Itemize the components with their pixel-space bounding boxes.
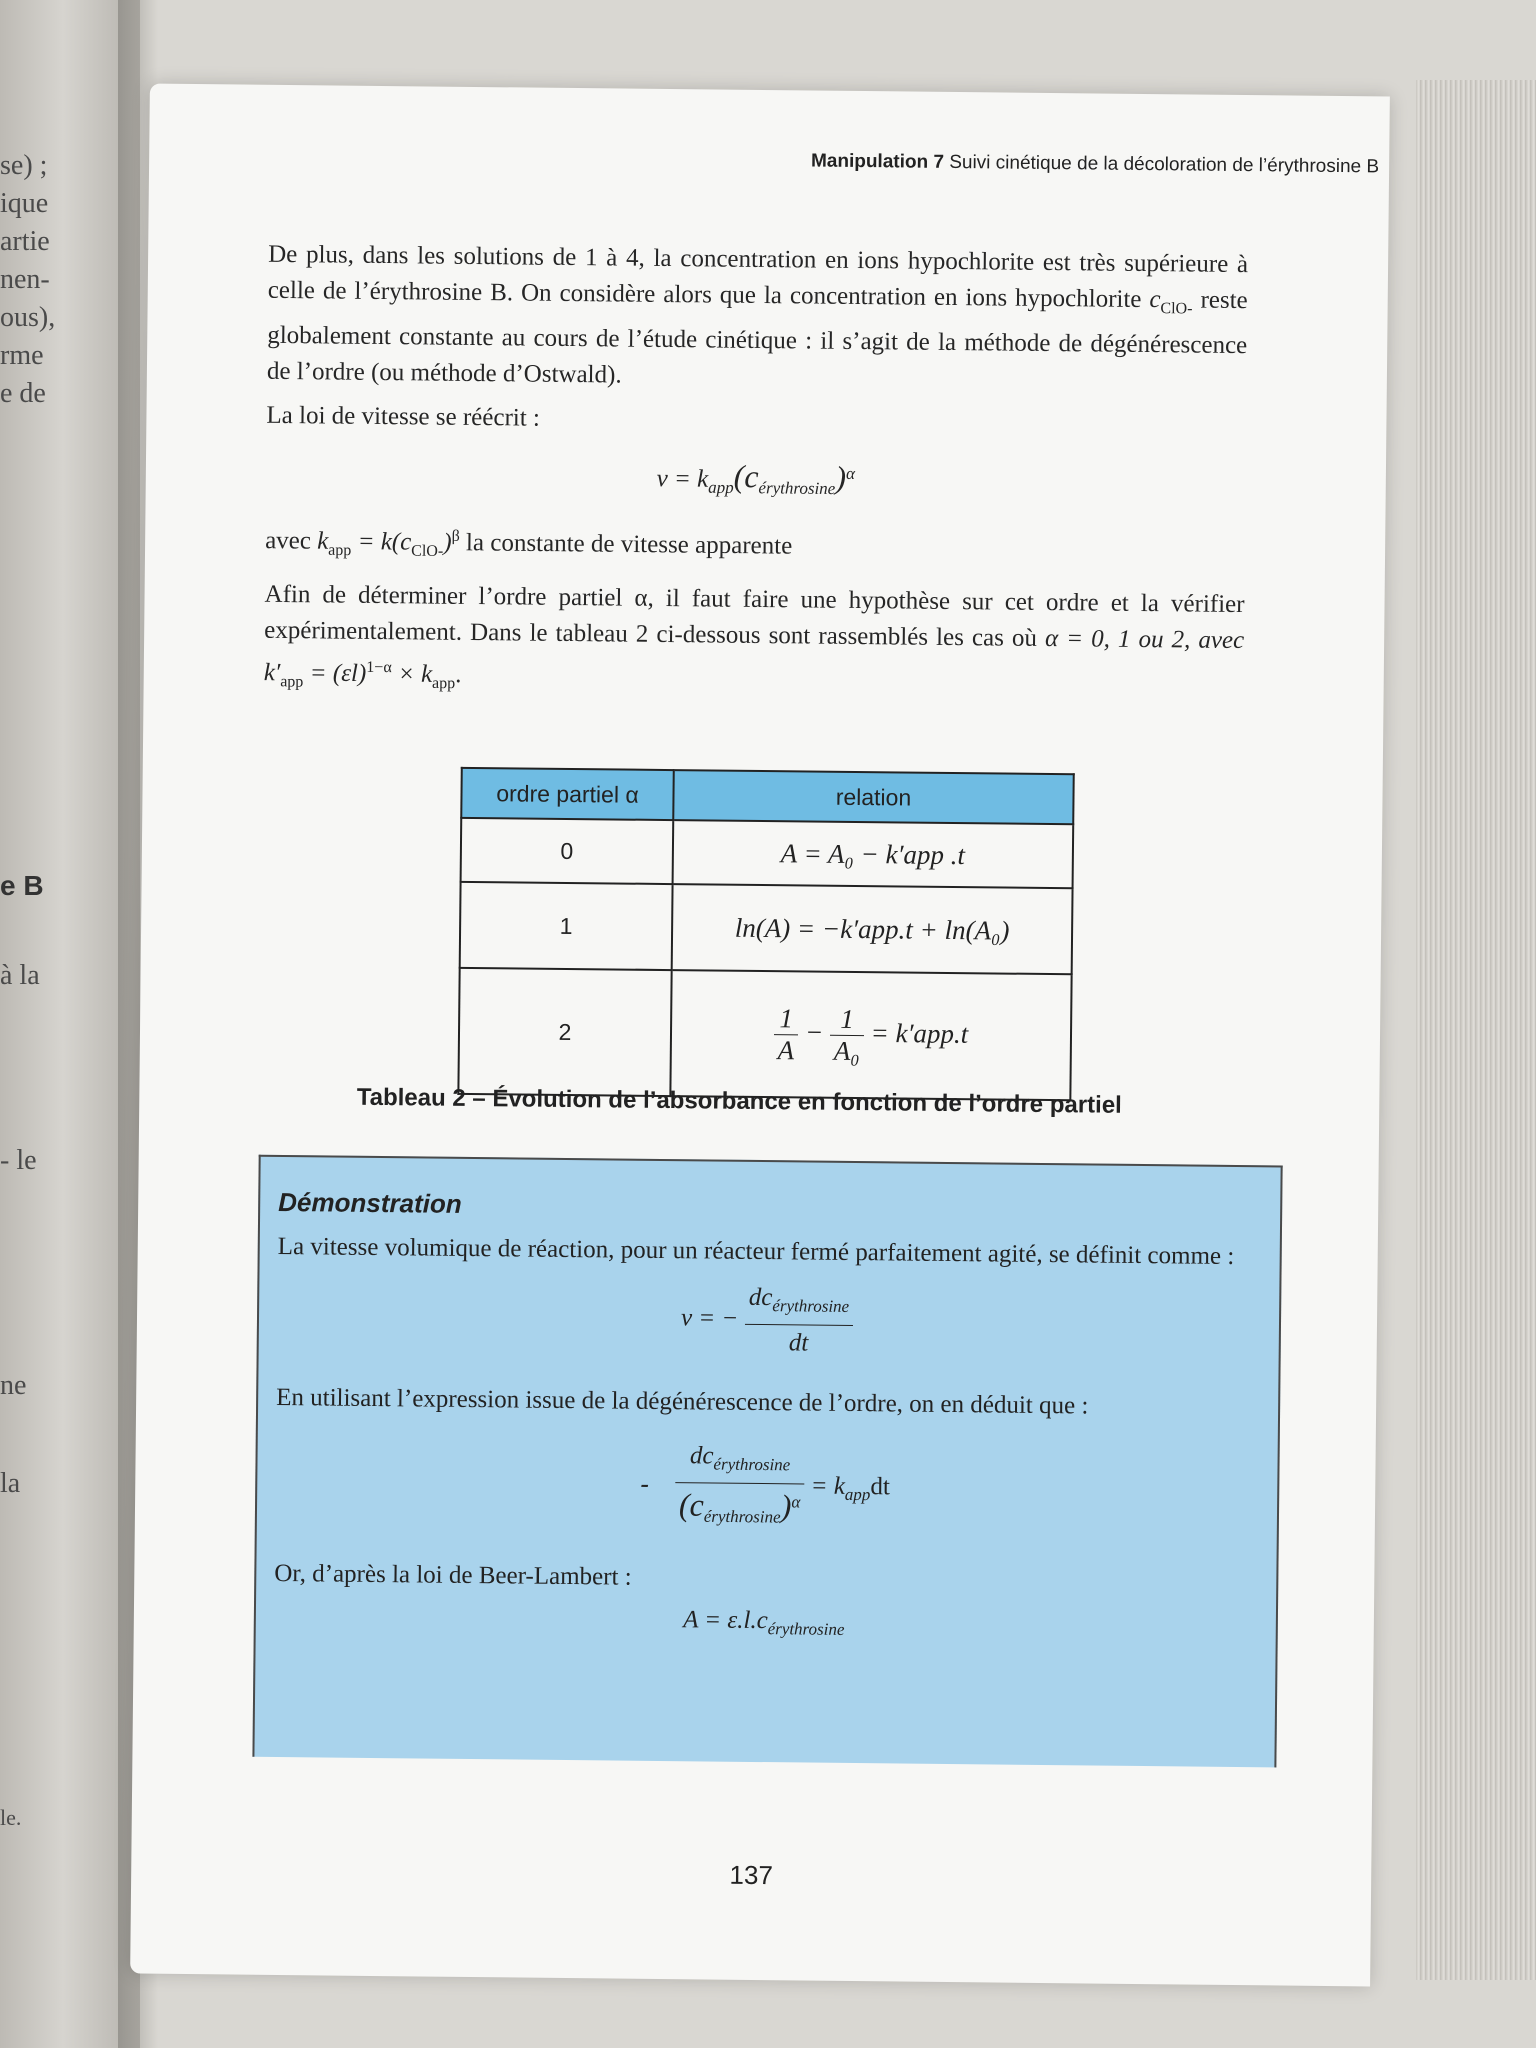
left-fragment: ique — [0, 188, 49, 219]
demo-title: Démonstration — [278, 1186, 462, 1219]
left-fragment: - le — [0, 1145, 37, 1176]
paragraph: avec $k_{app} = k(c_{ClO-})^\beta$ la constante de vitesse apparente — [265, 527, 793, 561]
equation-rate-definition: v = − $\frac{dc_{érythrosine}}{dt}$ — [277, 1275, 1258, 1366]
left-fragment: ous), — [0, 302, 56, 333]
paragraph: Or, d’après la loi de Beer-Lambert : — [274, 1560, 632, 1592]
left-fragment: à la — [0, 960, 40, 991]
table-row: 1 ln(A) = −k′app.t + ln(A₀) — [460, 882, 1073, 974]
page-number: 137 — [729, 1859, 774, 1891]
paragraph: La loi de vitesse se réécrit : — [266, 401, 541, 432]
table-header: relation — [673, 770, 1074, 824]
table-caption: Tableau 2 – Évolution de l’absorbance en fonction de l’ordre partiel — [356, 1083, 1122, 1119]
manipulation-label: Manipulation 7 — [810, 150, 945, 173]
book-page — [130, 84, 1390, 1987]
table-row: 2 $\frac{1}{A}$ − $\frac{1}{\text{A₀}}$ = k′app.t — [458, 968, 1071, 1100]
demonstration-box — [252, 1155, 1282, 1768]
left-fragment: e B — [0, 870, 44, 901]
left-fragment: la — [0, 1468, 21, 1499]
table-header: ordre partiel α — [461, 768, 674, 820]
body-text — [263, 237, 1248, 718]
page-edges — [1416, 80, 1536, 1980]
equation-degeneration: - $\frac{dc_{érythrosine}}{(c_{érythrosine})^\alpha}$ = $k_{app}dt$ — [275, 1434, 1256, 1541]
left-fragment: e de — [0, 378, 46, 409]
left-fragment: se) ; — [0, 150, 48, 181]
left-fragment: artie — [0, 226, 50, 257]
paragraph: De plus, dans les solutions de 1 à 4, la concentration en ions hypochlorite est très supérieure à celle de l’érythrosine B. On considère alors que la concentration en ions hypochlorite $c_{ClO-}$ reste globalement constante au cours de l’étude cinétique : il s’agit de la méthode de dégénérescence de l’ordre (ou méthode d’Ostwald). — [266, 240, 1249, 389]
paragraph: La vitesse volumique de réaction, pour un réacteur fermé parfaitement agité, se définit comme : — [277, 1232, 1235, 1270]
equation-rate-law: $v = k_{app}(c_{érythrosine})^\alpha$ — [656, 458, 856, 499]
left-fragment: le. — [0, 1805, 22, 1830]
table-row: 0 A = A₀ − k′app .t — [461, 818, 1074, 888]
paragraph: En utilisant l’expression issue de la dégénérescence de l’ordre, on en déduit que : — [276, 1383, 1089, 1420]
paragraph: Afin de déterminer l’ordre partiel α, il faut faire une hypothèse sur cet ordre et la vérifier expérimentalement. Dans le tableau 2 ci-dessous sont rassemblés les cas où α = 0, 1 ou 2, avec $k'_{app} = (\varepsilon l)^{1-\alpha} \times k_{app}$. — [263, 580, 1245, 692]
demo-text — [274, 1229, 1258, 1659]
running-header — [639, 149, 1379, 179]
table-2 — [457, 767, 1074, 1101]
left-fragment: nen- — [0, 264, 50, 295]
header-title: Suivi cinétique de la décoloration de l’érythrosine B — [949, 151, 1380, 178]
left-fragment: rme — [0, 340, 44, 371]
left-fragment: ne — [0, 1370, 27, 1401]
equation-beer-lambert: $A = \varepsilon.l.c_{érythrosine}$ — [683, 1606, 845, 1640]
